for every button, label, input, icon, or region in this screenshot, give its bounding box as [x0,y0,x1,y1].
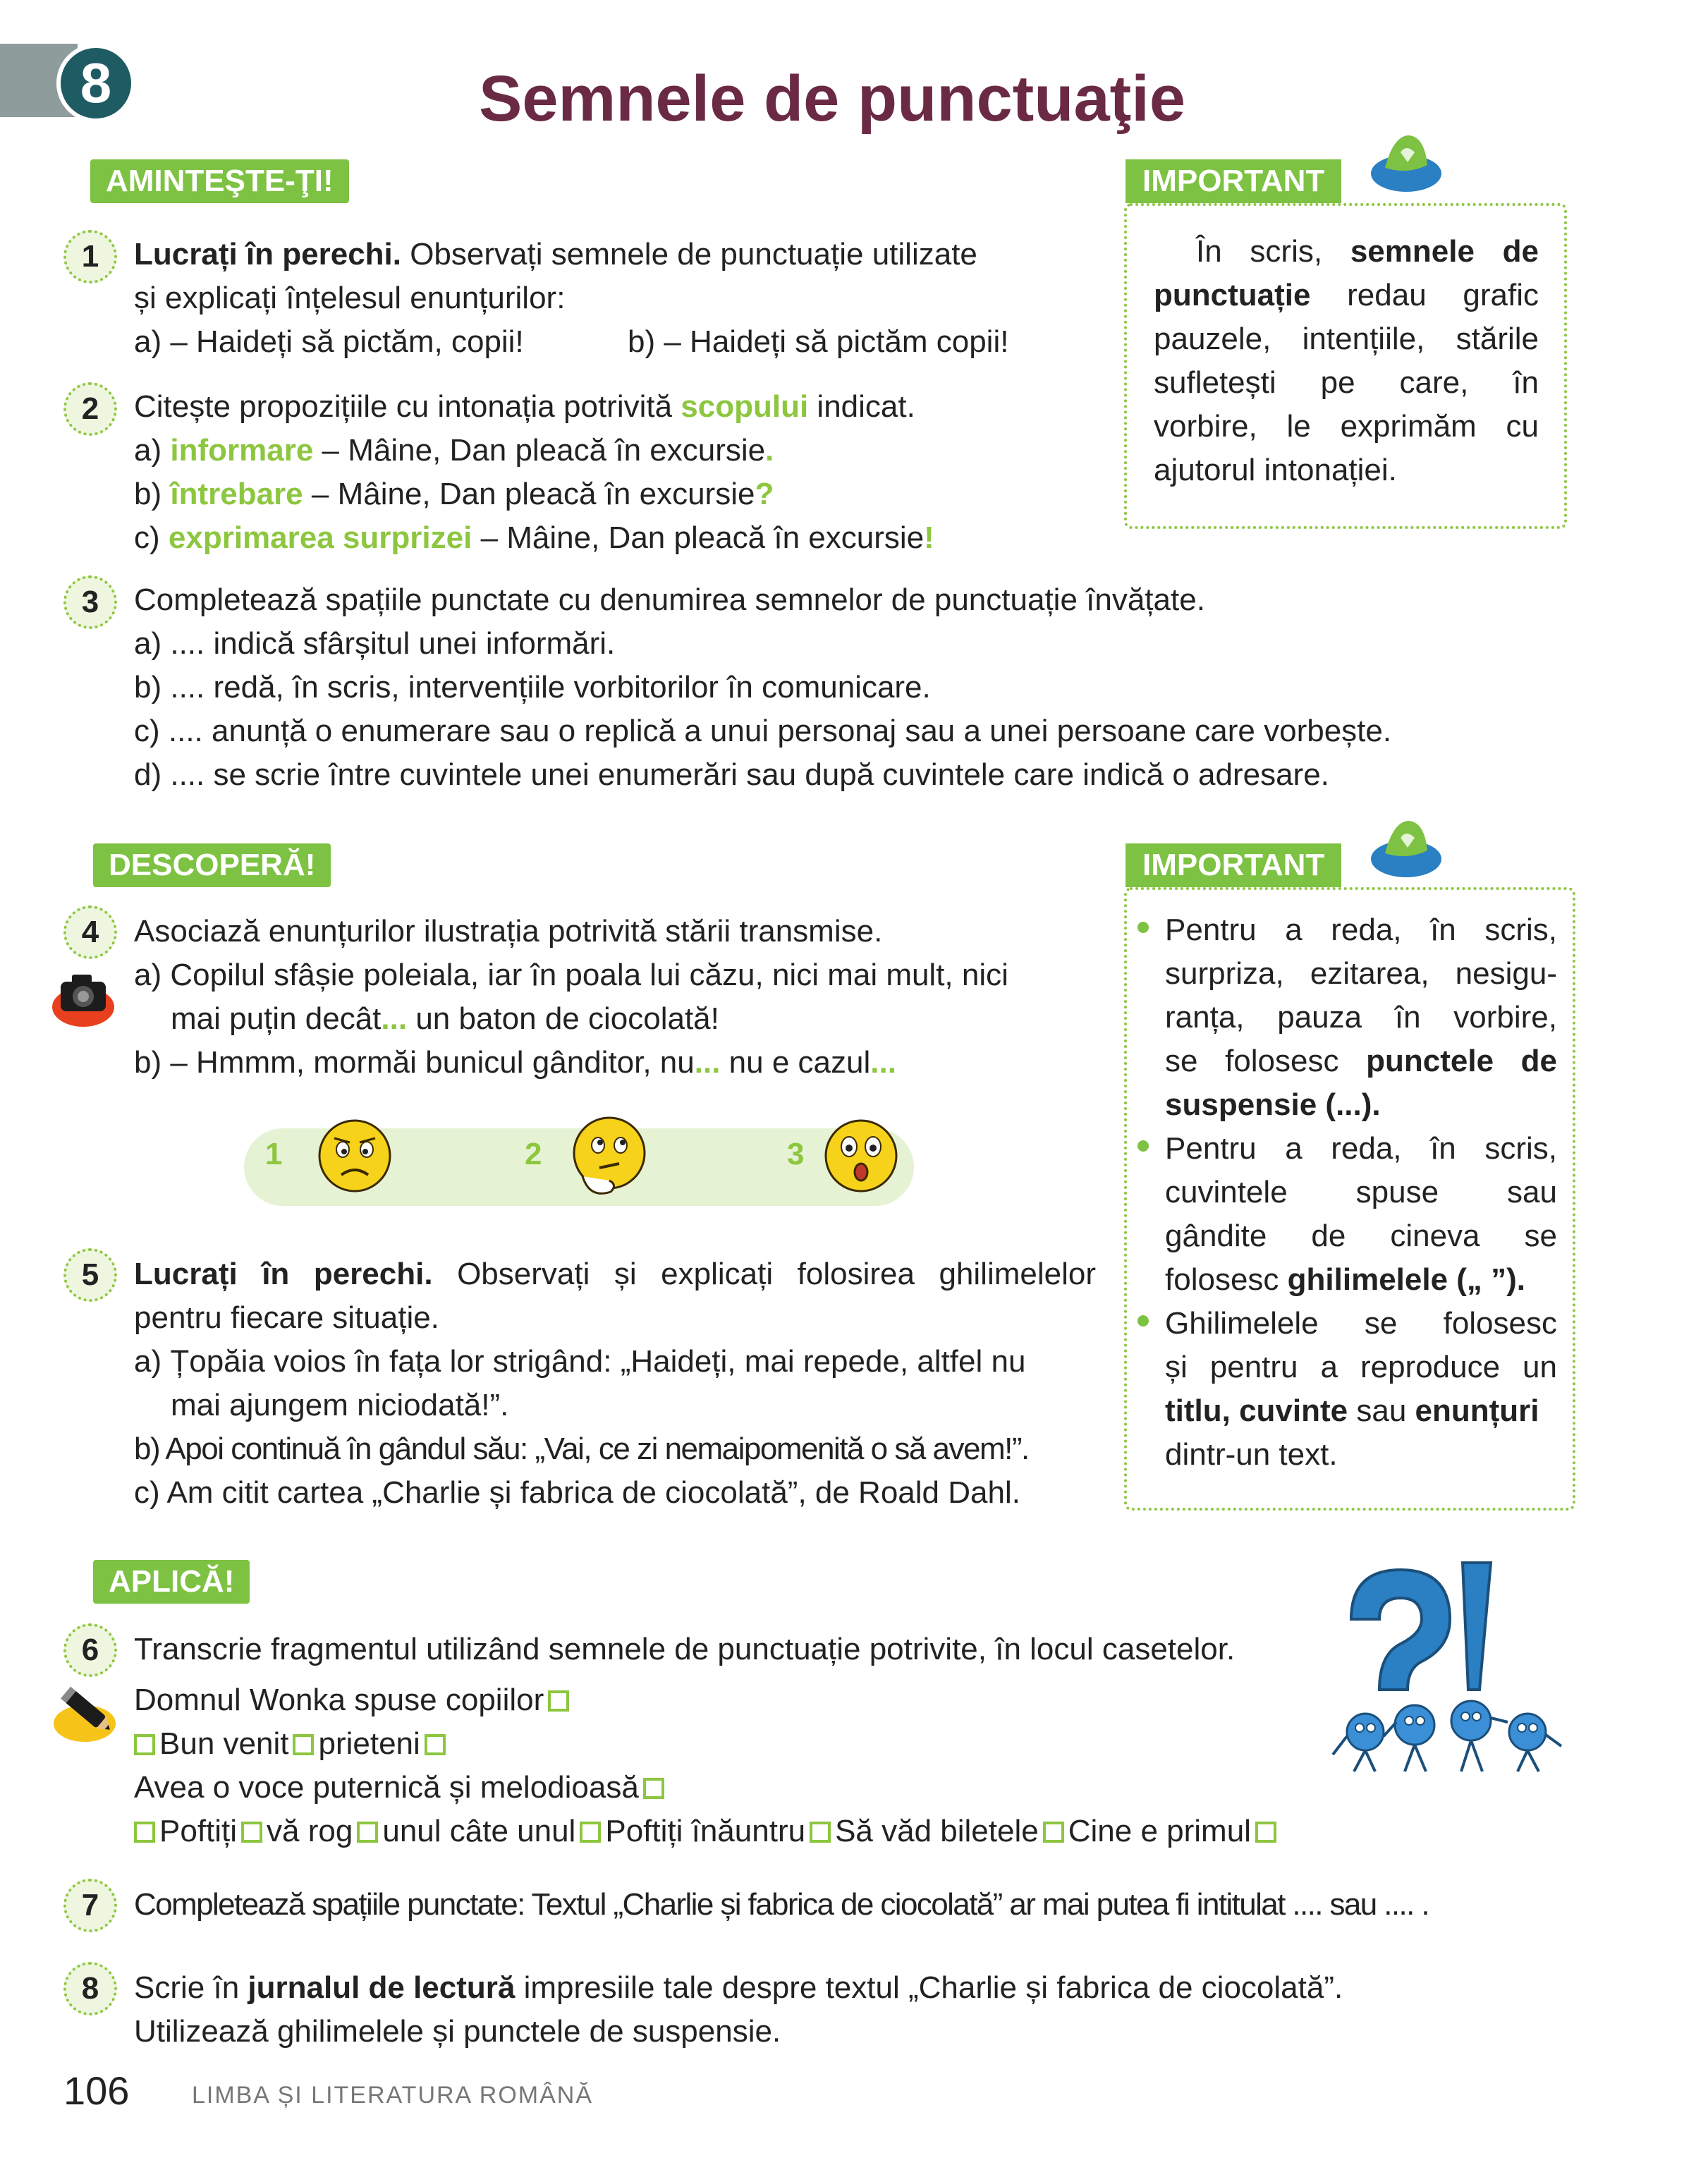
ex2-option-a: a) informare – Mâine, Dan pleacă în excursie. [134,433,774,468]
ex7-instruction: Completează spațiile punctate: Textul „Charlie și fabrica de ciocolată” ar mai putea fi intitulat .... sau .... . [134,1887,1429,1922]
empty-box[interactable] [134,1734,155,1755]
ex1-option-a: a) – Haideți să pictăm, copii! [134,324,524,359]
important1-line1: În scris, semnele de [1196,234,1539,269]
ex1-line1: Lucrați în perechi. Observați semnele de punctuație utilizate [134,237,977,272]
important-label-2: IMPORTANT [1126,843,1341,887]
empty-box[interactable] [293,1734,314,1755]
exercise-number-8: 8 [63,1962,117,2015]
important2-p2-line2: cuvintele spuse sau [1165,1175,1557,1209]
important2-p2-line3: gândite de cineva se [1165,1219,1557,1253]
important2-p3-line2: și pentru a reproduce un [1165,1350,1557,1384]
empty-box[interactable] [425,1734,446,1755]
thinking-face-icon [568,1114,650,1202]
ex1-option-b: b) – Haideți să pictăm copii! [628,324,1009,359]
empty-box[interactable] [580,1822,601,1843]
exercise-number-4: 4 [63,905,117,959]
worried-face-icon [316,1117,394,1195]
page-number: 106 [63,2068,130,2113]
important2-p3-line1: Ghilimelele se folosesc [1165,1306,1557,1341]
section-banner-aplica: APLICĂ! [93,1560,250,1604]
ex6-line3: Avea o voce puternică și melodioasă [134,1766,669,1810]
page-title: Semnele de punctuaţie [478,63,1186,135]
ex3-item-c: c) .... anunță o enumerare sau o replică a unui personaj sau a unei persoane care vorbește. [134,714,1392,748]
important1-line2: punctuație redau grafic [1154,278,1539,312]
face-label-2: 2 [525,1137,542,1171]
footer-subject: LIMBA ȘI LITERATURA ROMÂNĂ [192,2082,594,2109]
ex5-item-b: b) Apoi continuă în gândul său: „Vai, ce zi nemaipomenită o să avem!”. [134,1432,1029,1466]
important2-p1-line2: surpriza, ezitarea, nesigu- [1165,956,1557,991]
empty-box[interactable] [241,1822,262,1843]
exercise-number-5: 5 [63,1248,117,1302]
camera-icon [49,966,117,1030]
empty-box[interactable] [1255,1822,1276,1843]
ex2-instruction: Citește propozițiile cu intonația potrivită scopului indicat. [134,389,915,424]
important2-p3-line4: dintr-un text. [1165,1437,1338,1472]
exercise-number-2: 2 [63,382,117,436]
bullet-icon [1137,1140,1149,1152]
important1-line3: pauzele, intențiile, stările [1154,322,1539,356]
ex2-option-b: b) întrebare – Mâine, Dan pleacă în excursie? [134,477,774,511]
pin-icon [1365,131,1444,196]
important2-p2-line4: folosesc ghilimelele („ ”). [1165,1262,1526,1297]
ex3-item-b: b) .... redă, în scris, intervențiile vorbitorilor în comunicare. [134,670,931,705]
ex6-instruction: Transcrie fragmentul utilizând semnele de punctuație potrivite, în locul casetelor. [134,1632,1236,1666]
ex8-line1: Scrie în jurnalul de lectură impresiile tale despre textul „Charlie și fabrica de ciocolată”. [134,1970,1343,2005]
important1-line6: ajutorul intonației. [1154,453,1397,487]
ex1-line2: și explicați înțelesul enunțurilor: [134,281,566,315]
ex4-sentence-a-line1: a) Copilul sfâșie poleiala, iar în poala lui căzu, nici mai mult, nici [134,958,1008,992]
ex3-item-d: d) .... se scrie între cuvintele unei enumerări sau după cuvintele care indică o adresare. [134,757,1329,792]
ex5-item-a-line1: a) Țopăia voios în fața lor strigând: „Haideți, mai repede, altfel nu [134,1344,1026,1379]
ex4-sentence-b: b) – Hmmm, mormăi bunicul gânditor, nu... nu e cazul... [134,1045,896,1080]
important2-p1-line3: ranța, pauza în vorbire, [1165,1000,1557,1035]
ex4-sentence-a-line2: mai puțin decât... un baton de ciocolată! [171,1001,719,1036]
important2-p1-line1: Pentru a reda, în scris, [1165,913,1557,947]
important-label-1: IMPORTANT [1126,159,1341,203]
pin-icon [1365,817,1444,882]
chapter-number: 8 [56,44,135,123]
pencil-icon [49,1681,120,1745]
section-banner-descopera: DESCOPERĂ! [93,843,331,887]
bullet-icon [1137,921,1149,934]
important1-line5: vorbire, le exprimăm cu [1154,409,1539,444]
section-banner-aminteste: AMINTEŞTE-ŢI! [90,159,349,203]
ex5-line1: Lucrați în perechi. Observați și explicați folosirea ghilimelelor [134,1257,1096,1291]
empty-box[interactable] [548,1690,569,1712]
exercise-number-7: 7 [63,1879,117,1932]
ex6-line1: Domnul Wonka spuse copiilor [134,1678,573,1722]
ex6-line4: Poftiți vă rog unul câte unul Poftiți înăuntru Să văd biletele Cine e primul [130,1810,1281,1853]
exercise-number-6: 6 [63,1623,117,1677]
important2-p3-line3: titlu, cuvinte sau enunțuri [1165,1393,1539,1428]
important2-p1-line5: suspensie (...). [1165,1087,1381,1122]
important1-line4: sufletești pe care, în [1154,365,1539,400]
ex6-line2: Bun venit prieteni [130,1722,450,1766]
ex5-item-c: c) Am citit cartea „Charlie și fabrica de ciocolată”, de Roald Dahl. [134,1475,1020,1510]
ex3-item-a: a) .... indică sfârșitul unei informări. [134,626,616,661]
face-label-1: 1 [265,1137,283,1171]
empty-box[interactable] [357,1822,378,1843]
surprised-face-icon [822,1117,900,1195]
empty-box[interactable] [134,1822,155,1843]
face-label-3: 3 [787,1137,805,1171]
empty-box[interactable] [643,1778,664,1799]
ex4-instruction: Asociază enunțurilor ilustrația potrivită stării transmise. [134,914,883,949]
exercise-number-1: 1 [63,230,117,283]
ex5-item-a-line2: mai ajungem niciodată!”. [171,1388,509,1422]
ex3-instruction: Completează spațiile punctate cu denumirea semnelor de punctuație învățate. [134,583,1205,617]
ex5-line2: pentru fiecare situație. [134,1300,439,1335]
exercise-number-3: 3 [63,575,117,629]
important2-p1-line4: se folosesc punctele de [1165,1044,1558,1078]
empty-box[interactable] [1043,1822,1064,1843]
important2-p2-line1: Pentru a reda, în scris, [1165,1131,1557,1166]
ex2-option-c: c) exprimarea surprizei – Mâine, Dan pleacă în excursie! [134,520,934,555]
bullet-icon [1137,1315,1149,1327]
punctuation-characters-illustration [1323,1556,1577,1781]
empty-box[interactable] [810,1822,831,1843]
ex8-line2: Utilizează ghilimelele și punctele de suspensie. [134,2014,781,2049]
